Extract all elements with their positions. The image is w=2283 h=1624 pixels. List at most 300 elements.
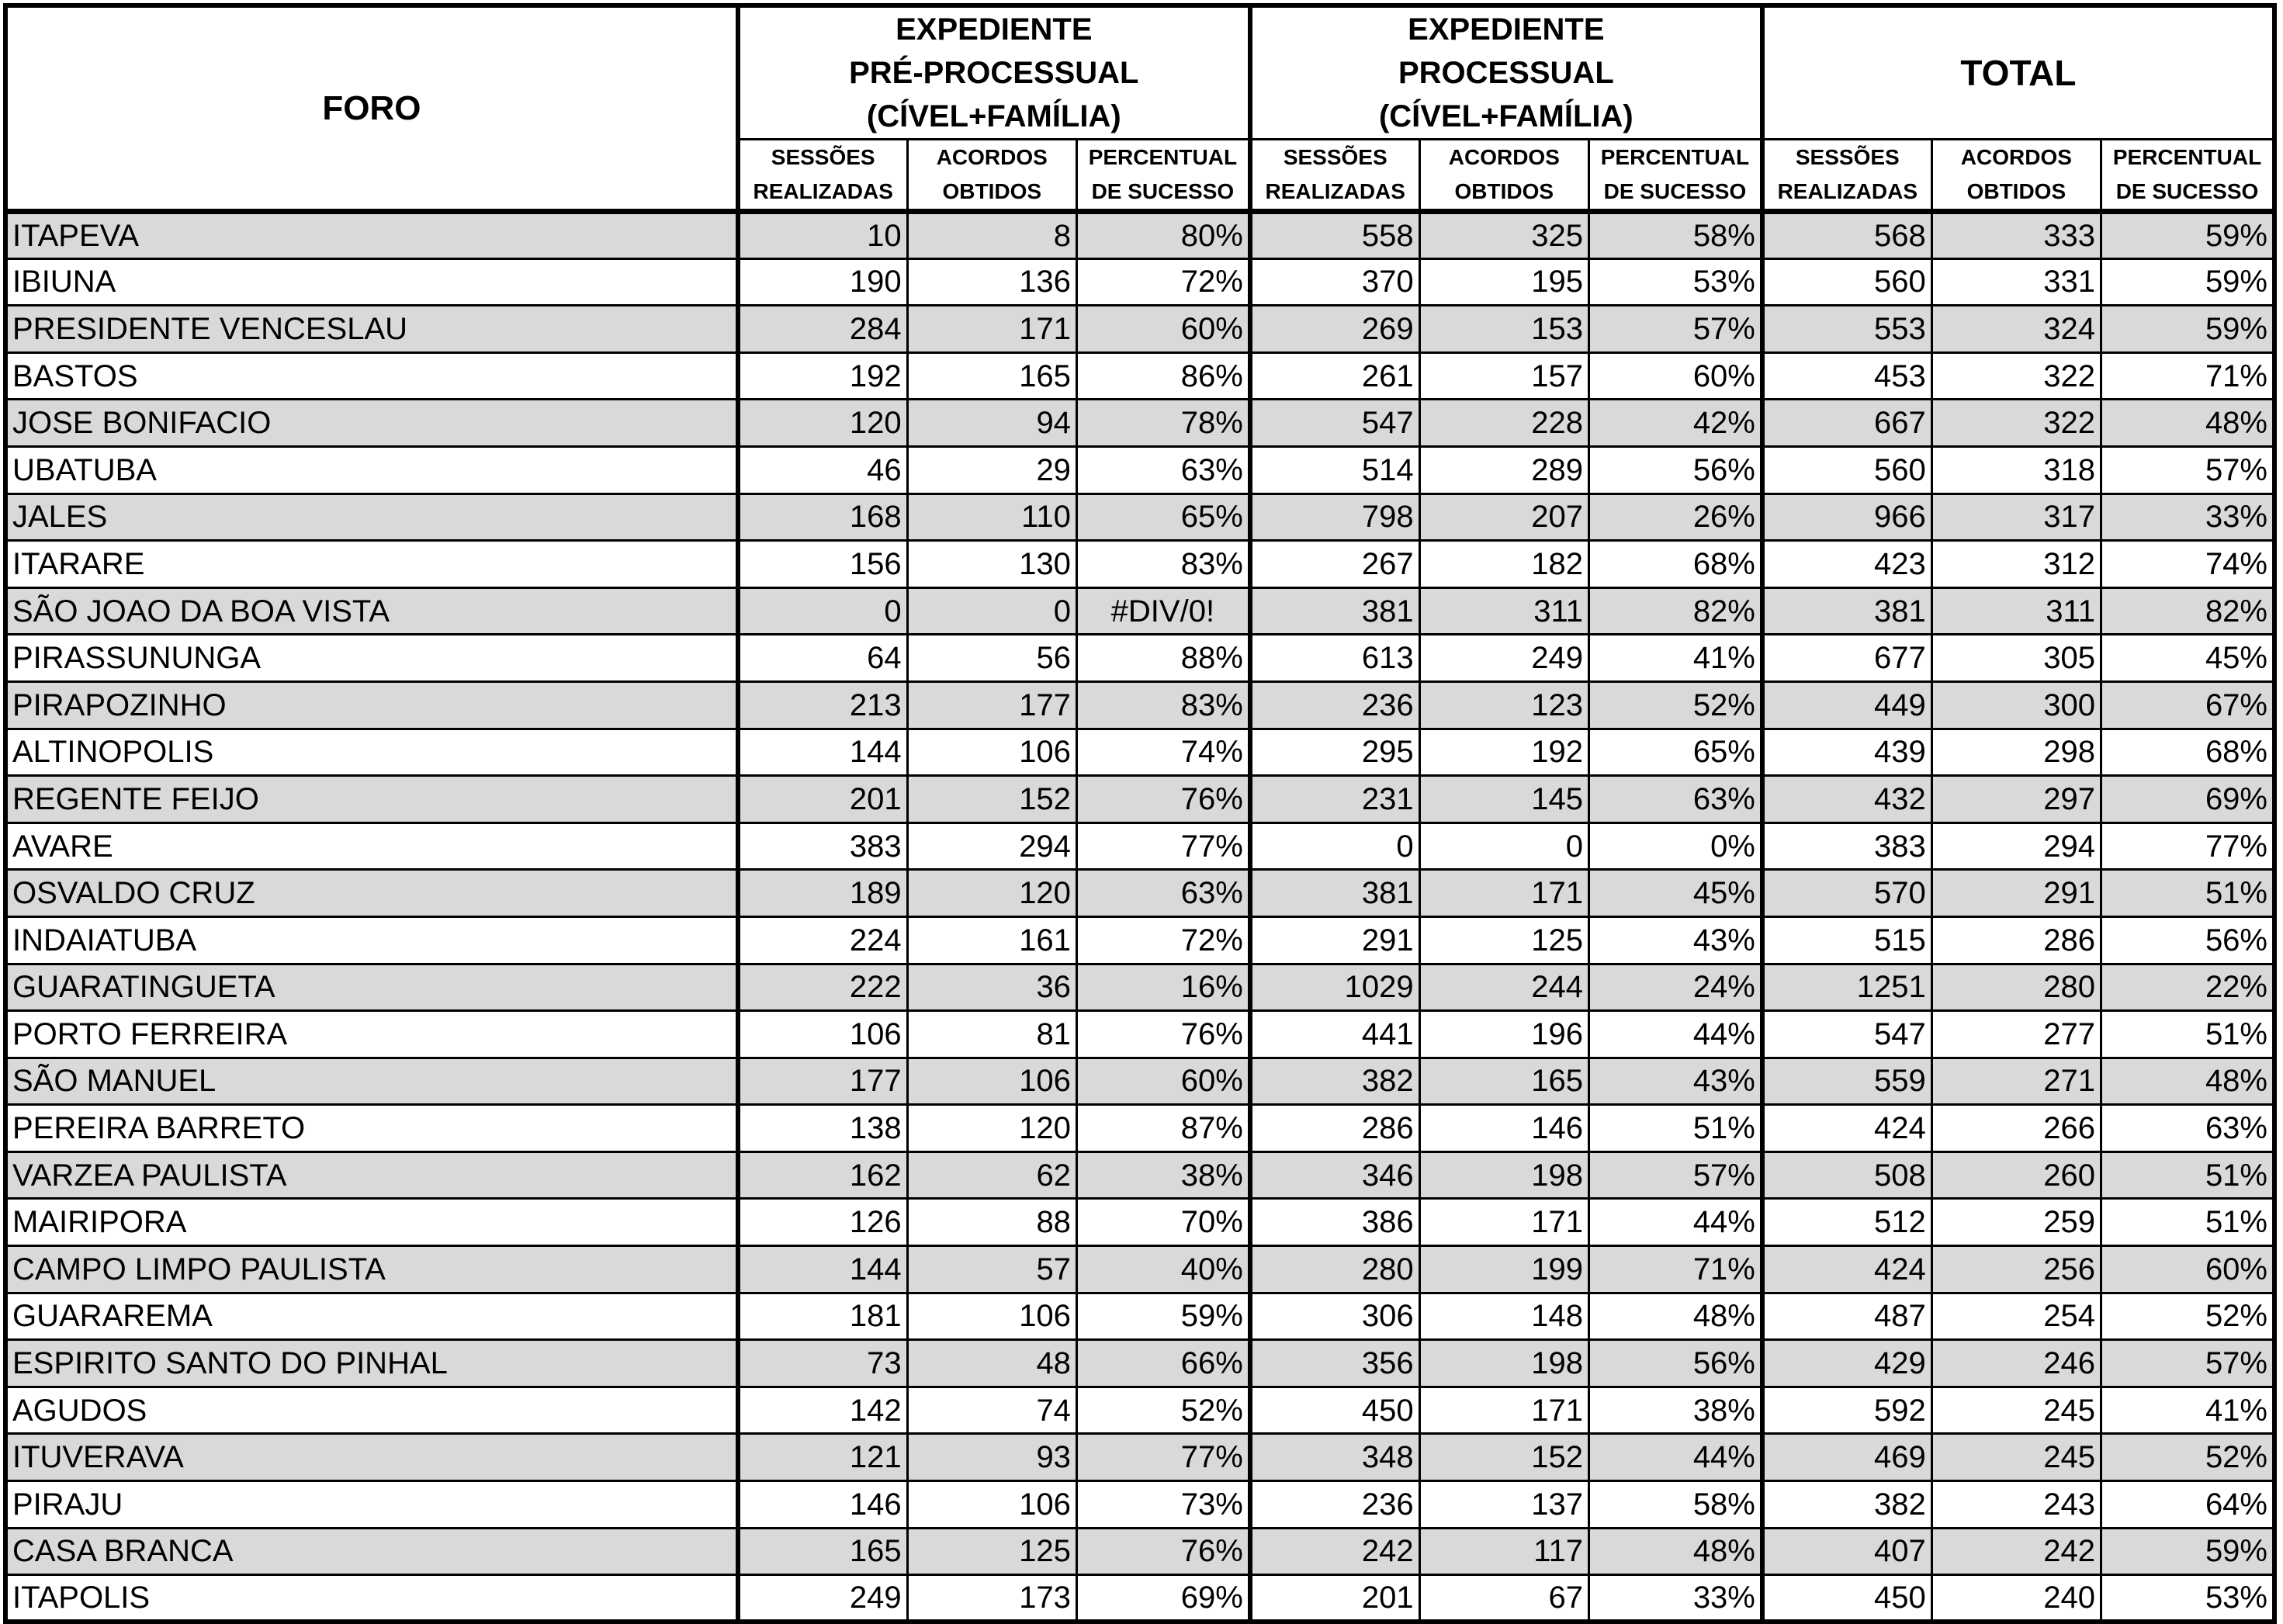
total-acordos-cell: 245 [1931, 1387, 2101, 1434]
table-body [5, 212, 2274, 1622]
foro-name: JALES [5, 493, 738, 541]
foro-name: ITAPOLIS [5, 1575, 738, 1622]
total-percentual-cell: 67% [2101, 681, 2274, 729]
sub-header-line: REALIZADAS [1265, 179, 1405, 203]
pre-acordos-cell: 81 [907, 1011, 1076, 1058]
proc-acordos-cell: 67 [1419, 1575, 1588, 1622]
proc-acordos-cell: 249 [1419, 635, 1588, 682]
proc-sessoes-cell: 381 [1250, 870, 1419, 917]
pre-acordos-cell: 93 [907, 1434, 1076, 1481]
foro-name: UBATUBA [5, 446, 738, 493]
proc-sessoes-cell: 242 [1250, 1528, 1419, 1575]
pre-sessoes-cell: 120 [738, 400, 907, 447]
pre-percentual-cell: 78% [1076, 400, 1249, 447]
proc-sessoes-cell: 236 [1250, 681, 1419, 729]
total-acordos-cell: 242 [1931, 1528, 2101, 1575]
proc-percentual-cell: 65% [1588, 729, 1762, 776]
pre-percentual-cell: 60% [1076, 306, 1249, 353]
proc-acordos-cell: 311 [1419, 587, 1588, 635]
proc-sessoes-cell: 269 [1250, 306, 1419, 353]
table-row [5, 1387, 2274, 1434]
proc-percentual-cell: 44% [1588, 1011, 1762, 1058]
proc-percentual-cell: 26% [1588, 493, 1762, 541]
table-row [5, 729, 2274, 776]
pre-processual-group-header [738, 5, 1250, 140]
proc-sessoes-cell: 356 [1250, 1340, 1419, 1387]
pre-sessoes-cell: 165 [738, 1528, 907, 1575]
proc-sessoes-cell: 450 [1250, 1387, 1419, 1434]
proc-sessoes-cell: 306 [1250, 1293, 1419, 1340]
proc-sessoes-cell: 547 [1250, 400, 1419, 447]
proc-sessoes-cell: 261 [1250, 352, 1419, 400]
pre-sessoes-cell: 46 [738, 446, 907, 493]
pre-sessoes-cell: 10 [738, 212, 907, 259]
proc-percentual-cell: 38% [1588, 1387, 1762, 1434]
total-sessoes-cell: 667 [1762, 400, 1931, 447]
sub-header-line: PERCENTUAL [1088, 145, 1238, 169]
proc-sessoes-cell: 348 [1250, 1434, 1419, 1481]
total-percentual-cell: 60% [2101, 1246, 2274, 1293]
group-header-line: PROCESSUAL [1398, 56, 1614, 90]
total-sessoes-cell: 677 [1762, 635, 1931, 682]
proc-acordos-cell: 195 [1419, 258, 1588, 306]
foro-name: PORTO FERREIRA [5, 1011, 738, 1058]
table-row [5, 400, 2274, 447]
foro-name: ITAPEVA [5, 212, 738, 259]
total-acordos-cell: 333 [1931, 212, 2101, 259]
proc-sessoes-cell: 514 [1250, 446, 1419, 493]
sub-header-line: PERCENTUAL [1600, 145, 1750, 169]
total-acordos-cell: 254 [1931, 1293, 2101, 1340]
processual-group-header [1250, 5, 1762, 140]
pre-acordos-cell: 94 [907, 400, 1076, 447]
total-acordos-cell: 322 [1931, 352, 2101, 400]
table-row [5, 446, 2274, 493]
proc-percentual-cell: 56% [1588, 446, 1762, 493]
table-row [5, 1151, 2274, 1199]
total-acordos-cell: 300 [1931, 681, 2101, 729]
pre-acordos-cell: 161 [907, 916, 1076, 964]
pre-acordos-cell: 106 [907, 1058, 1076, 1105]
pre-acordos-cell: 110 [907, 493, 1076, 541]
proc-sessoes-cell: 386 [1250, 1199, 1419, 1246]
total-sessoes-cell: 381 [1762, 587, 1931, 635]
pre-acordos-cell: 130 [907, 541, 1076, 588]
table-row [5, 822, 2274, 870]
total-acordos-cell: 240 [1931, 1575, 2101, 1622]
proc-percentual-cell: 56% [1588, 1340, 1762, 1387]
proc-acordos-cell: 171 [1419, 1387, 1588, 1434]
pre-acordos-cell: 120 [907, 1105, 1076, 1152]
table-row [5, 541, 2274, 588]
total-sessoes-cell: 449 [1762, 681, 1931, 729]
pre-sessoes-cell: 192 [738, 352, 907, 400]
total-acordos-cell: 298 [1931, 729, 2101, 776]
group-header-line: EXPEDIENTE [896, 12, 1093, 47]
pre-sessoes-cell: 284 [738, 306, 907, 353]
pre-percentual-cell: 66% [1076, 1340, 1249, 1387]
total-sessoes-cell: 424 [1762, 1105, 1931, 1152]
pre-percentual-cell: 40% [1076, 1246, 1249, 1293]
proc-sessoes-cell: 370 [1250, 258, 1419, 306]
table-row [5, 964, 2274, 1011]
table-row [5, 352, 2274, 400]
proc-sessoes-cell: 346 [1250, 1151, 1419, 1199]
sub-header-line: SESSÕES [1283, 145, 1387, 169]
proc-acordos-cell: 244 [1419, 964, 1588, 1011]
total-percentual-cell: 22% [2101, 964, 2274, 1011]
foro-name: PIRAPOZINHO [5, 681, 738, 729]
proc-sessoes-cell: 613 [1250, 635, 1419, 682]
foro-name: ALTINOPOLIS [5, 729, 738, 776]
proc-sessoes-cell: 236 [1250, 1481, 1419, 1529]
foro-name: SÃO MANUEL [5, 1058, 738, 1105]
total-percentual-cell: 52% [2101, 1293, 2274, 1340]
group-header-line: PRÉ-PROCESSUAL [849, 56, 1139, 90]
total-sessoes-cell: 424 [1762, 1246, 1931, 1293]
pre-percentual-cell: 63% [1076, 446, 1249, 493]
proc-percentual-cell: 53% [1588, 258, 1762, 306]
pre-sessoes-cell: 144 [738, 1246, 907, 1293]
proc-percentual-cell: 33% [1588, 1575, 1762, 1622]
total-percentual-cell: 59% [2101, 212, 2274, 259]
total-acordos-cell: 305 [1931, 635, 2101, 682]
proc-percentual-cell: 68% [1588, 541, 1762, 588]
proc-percentual-cell: 57% [1588, 1151, 1762, 1199]
total-sessoes-cell: 487 [1762, 1293, 1931, 1340]
proc-percentual-cell: 43% [1588, 1058, 1762, 1105]
proc-acordos-cell: 171 [1419, 1199, 1588, 1246]
total-percentual-cell: 51% [2101, 1151, 2274, 1199]
foro-name: INDAIATUBA [5, 916, 738, 964]
foro-name: AVARE [5, 822, 738, 870]
total-percentual-cell: 59% [2101, 1528, 2274, 1575]
proc-percentual-cell: 48% [1588, 1293, 1762, 1340]
total-acordos-cell: 259 [1931, 1199, 2101, 1246]
total-percentual-cell: 57% [2101, 446, 2274, 493]
total-acordos-cell: 286 [1931, 916, 2101, 964]
pre-sessoes-cell: 177 [738, 1058, 907, 1105]
table-row [5, 1434, 2274, 1481]
proc-percentual-cell: 57% [1588, 306, 1762, 353]
sub-header-line: DE SUCESSO [1091, 179, 1235, 203]
proc-acordos-cell: 146 [1419, 1105, 1588, 1152]
proc-percentual-cell: 41% [1588, 635, 1762, 682]
sub-header-line: OBTIDOS [1454, 179, 1554, 203]
proc-acordos-cell: 207 [1419, 493, 1588, 541]
proc-acordos-cell: 152 [1419, 1434, 1588, 1481]
table-row [5, 1246, 2274, 1293]
proc-sessoes-cell: 280 [1250, 1246, 1419, 1293]
table-row [5, 1528, 2274, 1575]
pre-percentual-cell: 76% [1076, 1011, 1249, 1058]
pre-acordos-cell: 152 [907, 776, 1076, 823]
pre-sessoes-cell: 201 [738, 776, 907, 823]
foro-name: VARZEA PAULISTA [5, 1151, 738, 1199]
table-row [5, 776, 2274, 823]
table-row [5, 212, 2274, 259]
proc-sessoes-cell: 798 [1250, 493, 1419, 541]
total-percentual-cell: 56% [2101, 916, 2274, 964]
table-row [5, 587, 2274, 635]
total-acordos-cell: 331 [1931, 258, 2101, 306]
sub-header-line: PERCENTUAL [2112, 145, 2262, 169]
total-sessoes-cell: 439 [1762, 729, 1931, 776]
proc-percentual-cell: 71% [1588, 1246, 1762, 1293]
pre-acordos-cell: 48 [907, 1340, 1076, 1387]
proc-acordos-cell: 125 [1419, 916, 1588, 964]
pre-acordos-cell: 136 [907, 258, 1076, 306]
proc-acordos-cell: 148 [1419, 1293, 1588, 1340]
total-percentual-cell: 48% [2101, 1058, 2274, 1105]
foro-name: JOSE BONIFACIO [5, 400, 738, 447]
pre-percentual-cell: 65% [1076, 493, 1249, 541]
sub-header-line: REALIZADAS [1777, 179, 1918, 203]
total-percentual-cell: 48% [2101, 400, 2274, 447]
pre-percentual-cell: 88% [1076, 635, 1249, 682]
proc-sessoes-cell: 382 [1250, 1058, 1419, 1105]
percentual-de-sucesso-header [1588, 140, 1762, 212]
table-row [5, 1340, 2274, 1387]
sub-header-line: ACORDOS [1448, 145, 1560, 169]
total-sessoes-cell: 553 [1762, 306, 1931, 353]
pre-acordos-cell: 165 [907, 352, 1076, 400]
total-acordos-cell: 317 [1931, 493, 2101, 541]
foro-name: CAMPO LIMPO PAULISTA [5, 1246, 738, 1293]
pre-percentual-cell: 76% [1076, 1528, 1249, 1575]
pre-acordos-cell: 88 [907, 1199, 1076, 1246]
group-header-line: EXPEDIENTE [1408, 12, 1605, 47]
table-row [5, 1293, 2274, 1340]
total-sessoes-cell: 966 [1762, 493, 1931, 541]
total-acordos-cell: 260 [1931, 1151, 2101, 1199]
total-percentual-cell: 82% [2101, 587, 2274, 635]
proc-sessoes-cell: 295 [1250, 729, 1419, 776]
proc-acordos-cell: 153 [1419, 306, 1588, 353]
pre-acordos-cell: 106 [907, 1481, 1076, 1529]
total-percentual-cell: 57% [2101, 1340, 2274, 1387]
proc-acordos-cell: 325 [1419, 212, 1588, 259]
pre-percentual-cell: #DIV/0! [1076, 587, 1249, 635]
proc-acordos-cell: 123 [1419, 681, 1588, 729]
total-percentual-cell: 45% [2101, 635, 2274, 682]
pre-percentual-cell: 77% [1076, 822, 1249, 870]
pre-percentual-cell: 60% [1076, 1058, 1249, 1105]
proc-acordos-cell: 198 [1419, 1340, 1588, 1387]
foro-name: IBIUNA [5, 258, 738, 306]
table-row [5, 1105, 2274, 1152]
table-row [5, 1058, 2274, 1105]
sub-header-line: ACORDOS [1960, 145, 2072, 169]
acordos-obtidos-header [1419, 140, 1588, 212]
proc-acordos-cell: 182 [1419, 541, 1588, 588]
proc-sessoes-cell: 291 [1250, 916, 1419, 964]
pre-acordos-cell: 125 [907, 1528, 1076, 1575]
pre-sessoes-cell: 383 [738, 822, 907, 870]
total-percentual-cell: 51% [2101, 1199, 2274, 1246]
foro-name: GUARAREMA [5, 1293, 738, 1340]
table-row [5, 681, 2274, 729]
pre-percentual-cell: 86% [1076, 352, 1249, 400]
proc-percentual-cell: 24% [1588, 964, 1762, 1011]
pre-percentual-cell: 59% [1076, 1293, 1249, 1340]
total-sessoes-cell: 469 [1762, 1434, 1931, 1481]
proc-acordos-cell: 198 [1419, 1151, 1588, 1199]
proc-acordos-cell: 157 [1419, 352, 1588, 400]
total-acordos-cell: 243 [1931, 1481, 2101, 1529]
pre-acordos-cell: 62 [907, 1151, 1076, 1199]
pre-percentual-cell: 70% [1076, 1199, 1249, 1246]
foro-name: ITARARE [5, 541, 738, 588]
proc-acordos-cell: 196 [1419, 1011, 1588, 1058]
proc-acordos-cell: 117 [1419, 1528, 1588, 1575]
pre-percentual-cell: 38% [1076, 1151, 1249, 1199]
proc-acordos-cell: 192 [1419, 729, 1588, 776]
total-sessoes-cell: 1251 [1762, 964, 1931, 1011]
proc-sessoes-cell: 1029 [1250, 964, 1419, 1011]
total-percentual-cell: 74% [2101, 541, 2274, 588]
pre-acordos-cell: 294 [907, 822, 1076, 870]
proc-acordos-cell: 228 [1419, 400, 1588, 447]
pre-sessoes-cell: 73 [738, 1340, 907, 1387]
proc-sessoes-cell: 231 [1250, 776, 1419, 823]
proc-sessoes-cell: 201 [1250, 1575, 1419, 1622]
percentual-de-sucesso-header [2101, 140, 2274, 212]
sub-header-line: ACORDOS [936, 145, 1048, 169]
pre-percentual-cell: 80% [1076, 212, 1249, 259]
pre-sessoes-cell: 64 [738, 635, 907, 682]
sub-header-line: OBTIDOS [942, 179, 1042, 203]
total-sessoes-cell: 559 [1762, 1058, 1931, 1105]
total-acordos-cell: 271 [1931, 1058, 2101, 1105]
total-sessoes-cell: 512 [1762, 1199, 1931, 1246]
total-sessoes-cell: 547 [1762, 1011, 1931, 1058]
total-sessoes-cell: 407 [1762, 1528, 1931, 1575]
total-sessoes-cell: 382 [1762, 1481, 1931, 1529]
foro-results-table [3, 3, 2277, 1624]
pre-percentual-cell: 83% [1076, 681, 1249, 729]
table-row [5, 635, 2274, 682]
foro-name: PEREIRA BARRETO [5, 1105, 738, 1152]
total-acordos-cell: 294 [1931, 822, 2101, 870]
sessoes-realizadas-header [1762, 140, 1931, 212]
sub-header-line: DE SUCESSO [2115, 179, 2259, 203]
pre-percentual-cell: 73% [1076, 1481, 1249, 1529]
foro-name: PRESIDENTE VENCESLAU [5, 306, 738, 353]
pre-acordos-cell: 74 [907, 1387, 1076, 1434]
proc-acordos-cell: 289 [1419, 446, 1588, 493]
total-percentual-cell: 33% [2101, 493, 2274, 541]
pre-acordos-cell: 0 [907, 587, 1076, 635]
table-row [5, 306, 2274, 353]
total-percentual-cell: 64% [2101, 1481, 2274, 1529]
foro-name: PIRASSUNUNGA [5, 635, 738, 682]
total-sessoes-cell: 450 [1762, 1575, 1931, 1622]
pre-sessoes-cell: 126 [738, 1199, 907, 1246]
group-header-line: (CÍVEL+FAMÍLIA) [866, 99, 1121, 133]
proc-percentual-cell: 52% [1588, 681, 1762, 729]
proc-sessoes-cell: 441 [1250, 1011, 1419, 1058]
pre-sessoes-cell: 190 [738, 258, 907, 306]
sub-header-line: OBTIDOS [1966, 179, 2066, 203]
proc-percentual-cell: 58% [1588, 1481, 1762, 1529]
foro-name: BASTOS [5, 352, 738, 400]
pre-percentual-cell: 76% [1076, 776, 1249, 823]
proc-percentual-cell: 60% [1588, 352, 1762, 400]
total-sessoes-cell: 568 [1762, 212, 1931, 259]
proc-acordos-cell: 199 [1419, 1246, 1588, 1293]
pre-sessoes-cell: 249 [738, 1575, 907, 1622]
pre-percentual-cell: 69% [1076, 1575, 1249, 1622]
total-acordos-cell: 324 [1931, 306, 2101, 353]
proc-percentual-cell: 44% [1588, 1199, 1762, 1246]
table-row [5, 870, 2274, 917]
proc-sessoes-cell: 558 [1250, 212, 1419, 259]
pre-percentual-cell: 72% [1076, 258, 1249, 306]
total-acordos-cell: 312 [1931, 541, 2101, 588]
proc-percentual-cell: 58% [1588, 212, 1762, 259]
sessoes-realizadas-header [1250, 140, 1419, 212]
table-row [5, 1199, 2274, 1246]
proc-acordos-cell: 171 [1419, 870, 1588, 917]
total-sessoes-cell: 560 [1762, 258, 1931, 306]
pre-acordos-cell: 57 [907, 1246, 1076, 1293]
table-row [5, 1011, 2274, 1058]
total-acordos-cell: 291 [1931, 870, 2101, 917]
total-sessoes-cell: 423 [1762, 541, 1931, 588]
proc-sessoes-cell: 267 [1250, 541, 1419, 588]
proc-percentual-cell: 82% [1588, 587, 1762, 635]
pre-sessoes-cell: 189 [738, 870, 907, 917]
pre-percentual-cell: 87% [1076, 1105, 1249, 1152]
table-header [5, 5, 2274, 212]
sub-header-line: DE SUCESSO [1603, 179, 1747, 203]
foro-name: REGENTE FEIJO [5, 776, 738, 823]
pre-acordos-cell: 106 [907, 1293, 1076, 1340]
total-percentual-cell: 69% [2101, 776, 2274, 823]
pre-sessoes-cell: 224 [738, 916, 907, 964]
pre-acordos-cell: 36 [907, 964, 1076, 1011]
pre-sessoes-cell: 213 [738, 681, 907, 729]
pre-percentual-cell: 16% [1076, 964, 1249, 1011]
pre-sessoes-cell: 222 [738, 964, 907, 1011]
total-percentual-cell: 77% [2101, 822, 2274, 870]
pre-acordos-cell: 29 [907, 446, 1076, 493]
total-acordos-cell: 318 [1931, 446, 2101, 493]
table-row [5, 1575, 2274, 1622]
total-sessoes-cell: 560 [1762, 446, 1931, 493]
table-row [5, 916, 2274, 964]
pre-sessoes-cell: 156 [738, 541, 907, 588]
total-acordos-cell: 277 [1931, 1011, 2101, 1058]
sub-header-line: REALIZADAS [753, 179, 893, 203]
pre-sessoes-cell: 144 [738, 729, 907, 776]
foro-name: SÃO JOAO DA BOA VISTA [5, 587, 738, 635]
total-sessoes-cell: 453 [1762, 352, 1931, 400]
pre-sessoes-cell: 138 [738, 1105, 907, 1152]
acordos-obtidos-header [1931, 140, 2101, 212]
total-acordos-cell: 256 [1931, 1246, 2101, 1293]
total-percentual-cell: 68% [2101, 729, 2274, 776]
proc-sessoes-cell: 0 [1250, 822, 1419, 870]
sub-header-line: SESSÕES [1795, 145, 1900, 169]
proc-acordos-cell: 137 [1419, 1481, 1588, 1529]
sessoes-realizadas-header [738, 140, 907, 212]
pre-percentual-cell: 72% [1076, 916, 1249, 964]
pre-sessoes-cell: 162 [738, 1151, 907, 1199]
pre-acordos-cell: 171 [907, 306, 1076, 353]
pre-sessoes-cell: 106 [738, 1011, 907, 1058]
